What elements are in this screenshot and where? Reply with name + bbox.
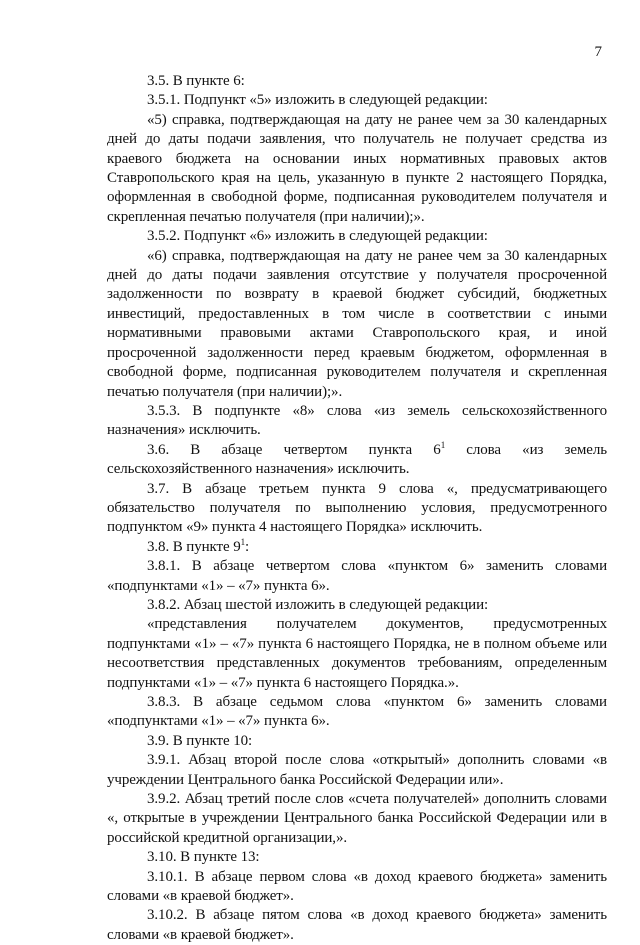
paragraph: 3.9. В пункте 10: [147, 732, 253, 749]
paragraph-text: : [245, 538, 250, 555]
paragraph: 3.5.3. В подпункте «8» слова «из земель сельскохозяйственного назначения» исключить. [107, 402, 607, 439]
paragraph: 3.8.2. Абзац шестой изложить в следующей редакции: [147, 596, 489, 613]
paragraph: 3.5.1. Подпункт «5» изложить в следующей редакции: [147, 92, 488, 109]
paragraph [107, 538, 607, 557]
paragraph-text: слова «из земель сельскохозяйственного назначения» исключить. [107, 441, 607, 478]
paragraph: 3.9.1. Абзац второй после слова «открытый» дополнить словами «в учреждении Центрального банка Российской Федерации или». [107, 752, 607, 788]
superscript: 1 [440, 439, 446, 450]
paragraph-text: 3.6. В абзаце четвертом пункта 6 [147, 441, 441, 458]
paragraph: 3.5. В пункте 6: [147, 73, 245, 89]
paragraph: «представления получателем документов, предусмотренных подпунктами «1» – «7» пункта 6 настоящего Порядка, не в полном объеме или несоответствия представленных документов требованиям, определенным подпунктами «1» – «7» пункта 6 настоящего Порядка.». [107, 616, 607, 691]
paragraph-text: 3.8. В пункте 9 [147, 538, 241, 555]
page-number: 7 [594, 44, 602, 60]
superscript: 1 [240, 536, 246, 547]
paragraph: 3.10.2. В абзаце пятом слова «в доход краевого бюджета» заменить словами «в краевой бюджет». [107, 907, 607, 943]
paragraph: «6) справка, подтверждающая на дату не ранее чем за 30 календарных дней до даты подачи заявления отсутствие у получателя просроченной задолженности по возврату в краевой бюджет субсидий, бюджетных инвестиций, предоставленных в том числе в соответствии с иными нормативными правовыми актами Ставропольского края, и иной просроченной задолженности перед краевым бюджетом, оформленная в свободной форме, подписанная руководителем получателя и скрепленная печатью получателя (при наличии);». [107, 247, 607, 400]
paragraph: 3.10.1. В абзаце первом слова «в доход краевого бюджета» заменить словами «в краевой бюджет». [107, 868, 607, 905]
paragraph: 3.10. В пункте 13: [147, 849, 260, 866]
paragraph: 3.7. В абзаце третьем пункта 9 слова «, предусматривающего обязательство получателя по выполнению условия, предусмотренного подпунктом «9» пункта 4 настоящего Порядка» исключить. [107, 480, 607, 536]
paragraph: 3.9.2. Абзац третий после слов «счета получателей» дополнить словами «, открытые в учреждении Центрального банка Российской Федерации или в российской кредитной организации,». [107, 791, 607, 846]
paragraph: 3.8.1. В абзаце четвертом слова «пунктом 6» заменить словами «подпунктами «1» – «7» пункта 6». [107, 558, 607, 594]
paragraph: 3.5.2. Подпункт «6» изложить в следующей редакции: [147, 228, 488, 245]
document-body [107, 72, 607, 945]
paragraph [107, 441, 607, 480]
paragraph: 3.8.3. В абзаце седьмом слова «пунктом 6» заменить словами «подпунктами «1» – «7» пункта 6». [107, 694, 607, 730]
paragraph: «5) справка, подтверждающая на дату не ранее чем за 30 календарных дней до даты подачи заявления, что получатель не получает средства из краевого бюджета на основании иных нормативных правовых актов Ставропольского края на цель, указанную в пункте 2 настоящего Порядка, оформленная в свободной форме, подписанная руководителем получателя и скрепленная печатью получателя (при наличии);». [107, 111, 607, 225]
